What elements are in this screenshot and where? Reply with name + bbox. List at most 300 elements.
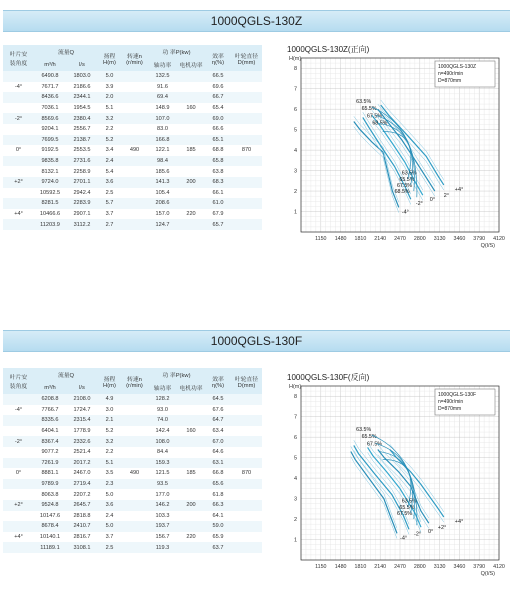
cell-flow-m3h: 6490.8 — [34, 71, 66, 82]
cell-impeller-diameter — [231, 209, 262, 220]
y-axis-label: H(m) — [289, 384, 302, 390]
chart-svg — [283, 44, 509, 266]
cell-flow-ls: 1803.0 — [66, 71, 98, 82]
cell-head: 5.1 — [98, 458, 121, 469]
cell-impeller-diameter — [231, 447, 262, 458]
cell-motor-power — [177, 71, 205, 82]
cell-efficiency: 66.3 — [205, 500, 231, 511]
chart-legend — [435, 61, 495, 87]
cell-efficiency: 64.6 — [205, 447, 231, 458]
cell-speed — [121, 394, 148, 405]
table-row — [3, 415, 262, 426]
efficiency-label: 65.5% — [361, 106, 377, 113]
cell-head: 2.2 — [98, 447, 121, 458]
cell-blade-angle — [3, 426, 34, 437]
legend-text: 1000QGLS-130Z — [438, 64, 477, 70]
cell-flow-ls: 2467.0 — [66, 468, 98, 479]
legend-text: D=870mm — [438, 78, 462, 84]
cell-head: 3.2 — [98, 436, 121, 447]
cell-motor-power: 220 — [177, 532, 205, 543]
cell-blade-angle: +2° — [3, 500, 34, 511]
cell-head: 5.0 — [98, 521, 121, 532]
table-row — [3, 124, 262, 135]
cell-impeller-diameter — [231, 394, 262, 405]
cell-impeller-diameter — [231, 479, 262, 490]
cell-head: 3.6 — [98, 177, 121, 188]
cell-motor-power — [177, 511, 205, 522]
cell-shaft-power: 93.0 — [148, 405, 177, 416]
y-tick-label: 4 — [293, 148, 297, 155]
cell-flow-m3h: 8132.1 — [34, 166, 66, 177]
section-title-banner — [3, 330, 510, 352]
table-row — [3, 113, 262, 124]
angle-label: -2° — [415, 201, 423, 208]
efficiency-label: 68.5% — [394, 189, 410, 196]
cell-flow-ls: 1724.7 — [66, 405, 98, 416]
cell-flow-m3h: 6208.8 — [34, 394, 66, 405]
cell-speed — [121, 156, 148, 167]
header-row — [3, 45, 262, 58]
cell-shaft-power: 193.7 — [148, 521, 177, 532]
cell-flow-m3h: 8569.6 — [34, 113, 66, 124]
performance-table — [3, 45, 262, 230]
cell-impeller-diameter — [231, 219, 262, 230]
cell-shaft-power: 108.0 — [148, 436, 177, 447]
cell-flow-m3h: 9192.5 — [34, 145, 66, 156]
cell-shaft-power: 185.6 — [148, 166, 177, 177]
cell-speed: 490 — [121, 145, 148, 156]
cell-shaft-power: 146.2 — [148, 500, 177, 511]
table-row — [3, 71, 262, 82]
cell-shaft-power: 84.4 — [148, 447, 177, 458]
cell-efficiency: 67.9 — [205, 209, 231, 220]
cell-impeller-diameter — [231, 177, 262, 188]
cell-flow-ls: 2344.1 — [66, 92, 98, 103]
cell-motor-power — [177, 415, 205, 426]
cell-flow-ls: 2108.0 — [66, 394, 98, 405]
y-tick-label: 3 — [293, 496, 297, 503]
table-row — [3, 188, 262, 199]
table-row — [3, 209, 262, 220]
cell-impeller-diameter: 870 — [231, 145, 262, 156]
cell-efficiency: 67.6 — [205, 405, 231, 416]
cell-efficiency: 59.0 — [205, 521, 231, 532]
angle-label: -2° — [414, 531, 422, 538]
cell-efficiency: 63.8 — [205, 166, 231, 177]
cell-motor-power — [177, 156, 205, 167]
header-motor-power: 电机功率 — [177, 58, 205, 71]
cell-shaft-power: 107.0 — [148, 113, 177, 124]
x-tick-label: 3790 — [473, 564, 486, 570]
cell-flow-ls: 2556.7 — [66, 124, 98, 135]
y-tick-label: 1 — [293, 209, 297, 216]
cell-speed — [121, 436, 148, 447]
cell-shaft-power: 132.5 — [148, 71, 177, 82]
y-tick-label: 7 — [293, 86, 297, 93]
cell-blade-angle — [3, 458, 34, 469]
cell-speed — [121, 426, 148, 437]
cell-speed — [121, 489, 148, 500]
table-row — [3, 500, 262, 511]
cell-motor-power: 200 — [177, 500, 205, 511]
cell-flow-ls: 2410.7 — [66, 521, 98, 532]
cell-blade-angle — [3, 447, 34, 458]
cell-motor-power — [177, 166, 205, 177]
cell-flow-m3h: 8281.5 — [34, 198, 66, 209]
table-row — [3, 532, 262, 543]
cell-speed — [121, 177, 148, 188]
cell-blade-angle: +2° — [3, 177, 34, 188]
cell-flow-ls: 2907.1 — [66, 209, 98, 220]
table-row — [3, 489, 262, 500]
cell-motor-power — [177, 458, 205, 469]
cell-efficiency: 69.6 — [205, 82, 231, 93]
efficiency-label: 65.5% — [399, 504, 415, 511]
cell-efficiency: 65.1 — [205, 135, 231, 146]
cell-efficiency: 66.1 — [205, 188, 231, 199]
section-130f — [0, 300, 513, 597]
cell-flow-m3h: 8881.1 — [34, 468, 66, 479]
cell-efficiency: 69.0 — [205, 113, 231, 124]
table-body — [3, 394, 262, 553]
cell-efficiency: 64.5 — [205, 394, 231, 405]
cell-impeller-diameter — [231, 135, 262, 146]
cell-blade-angle: -2° — [3, 113, 34, 124]
cell-flow-ls: 2701.1 — [66, 177, 98, 188]
cell-flow-m3h: 8367.4 — [34, 436, 66, 447]
cell-motor-power: 200 — [177, 177, 205, 188]
cell-speed — [121, 521, 148, 532]
table-row — [3, 219, 262, 230]
cell-efficiency: 67.0 — [205, 436, 231, 447]
cell-motor-power — [177, 405, 205, 416]
cell-flow-m3h: 9835.8 — [34, 156, 66, 167]
cell-motor-power: 220 — [177, 209, 205, 220]
table-row — [3, 521, 262, 532]
cell-motor-power — [177, 436, 205, 447]
cell-head: 3.6 — [98, 500, 121, 511]
cell-motor-power — [177, 489, 205, 500]
cell-efficiency: 63.7 — [205, 542, 231, 553]
cell-shaft-power: 128.2 — [148, 394, 177, 405]
cell-motor-power — [177, 394, 205, 405]
header-head: 扬程 H(m) — [98, 368, 121, 394]
table-row — [3, 103, 262, 114]
section-title: 1000QGLS-130F — [210, 334, 303, 348]
cell-speed — [121, 542, 148, 553]
cell-speed — [121, 113, 148, 124]
cell-flow-m3h: 10466.6 — [34, 209, 66, 220]
cell-flow-ls: 2380.4 — [66, 113, 98, 124]
cell-blade-angle: -4° — [3, 405, 34, 416]
cell-head: 2.4 — [98, 511, 121, 522]
cell-speed — [121, 209, 148, 220]
cell-head: 3.7 — [98, 532, 121, 543]
cell-shaft-power: 141.3 — [148, 177, 177, 188]
table-row — [3, 135, 262, 146]
cell-motor-power: 160 — [177, 426, 205, 437]
efficiency-label: 63.5% — [356, 99, 372, 106]
cell-shaft-power: 208.6 — [148, 198, 177, 209]
y-tick-label: 2 — [293, 189, 297, 196]
chart-svg — [283, 372, 509, 594]
header-flow-m3h: m³/h — [34, 58, 66, 71]
cell-shaft-power: 93.5 — [148, 479, 177, 490]
cell-speed — [121, 135, 148, 146]
cell-head: 5.4 — [98, 166, 121, 177]
table-header — [3, 368, 262, 394]
angle-label: +4° — [454, 186, 464, 193]
cell-impeller-diameter — [231, 156, 262, 167]
cell-motor-power — [177, 521, 205, 532]
table-row — [3, 426, 262, 437]
cell-blade-angle: -2° — [3, 436, 34, 447]
cell-head: 2.7 — [98, 219, 121, 230]
table-row — [3, 177, 262, 188]
cell-motor-power — [177, 113, 205, 124]
cell-flow-ls: 2138.7 — [66, 135, 98, 146]
cell-motor-power — [177, 82, 205, 93]
cell-flow-ls: 2332.6 — [66, 436, 98, 447]
cell-efficiency: 65.9 — [205, 532, 231, 543]
cell-shaft-power: 122.1 — [148, 145, 177, 156]
cell-flow-m3h: 10147.6 — [34, 511, 66, 522]
cell-head: 3.4 — [98, 145, 121, 156]
table-row — [3, 394, 262, 405]
header-motor-power: 电机功率 — [177, 381, 205, 394]
cell-impeller-diameter — [231, 166, 262, 177]
table-row — [3, 458, 262, 469]
header-speed: 转速n (r/min) — [121, 368, 148, 394]
cell-flow-ls: 2258.9 — [66, 166, 98, 177]
cell-efficiency: 65.7 — [205, 219, 231, 230]
efficiency-label: 65.5% — [399, 176, 415, 183]
cell-motor-power — [177, 92, 205, 103]
header-flow: 流量Q — [34, 368, 98, 381]
table-row — [3, 198, 262, 209]
table-row — [3, 479, 262, 490]
cell-flow-ls: 2521.4 — [66, 447, 98, 458]
angle-label: +4° — [454, 519, 464, 526]
cell-impeller-diameter — [231, 71, 262, 82]
cell-efficiency: 64.1 — [205, 511, 231, 522]
cell-flow-ls: 3108.1 — [66, 542, 98, 553]
cell-impeller-diameter — [231, 436, 262, 447]
cell-shaft-power: 166.8 — [148, 135, 177, 146]
cell-head: 2.4 — [98, 156, 121, 167]
performance-table — [3, 368, 262, 553]
cell-blade-angle: -4° — [3, 82, 34, 93]
cell-blade-angle — [3, 166, 34, 177]
x-tick-label: 3130 — [433, 236, 446, 242]
x-tick-label: 3130 — [433, 564, 446, 570]
efficiency-label: 63.5% — [356, 427, 372, 434]
table-row — [3, 82, 262, 93]
y-tick-label: 4 — [293, 476, 297, 483]
x-tick-label: 2800 — [413, 564, 426, 570]
cell-shaft-power: 121.5 — [148, 468, 177, 479]
cell-flow-m3h: 8063.8 — [34, 489, 66, 500]
cell-blade-angle — [3, 103, 34, 114]
cell-impeller-diameter — [231, 415, 262, 426]
cell-impeller-diameter — [231, 511, 262, 522]
header-blade-angle: 叶片安 装角度 — [3, 368, 34, 394]
efficiency-label: 67.5% — [366, 113, 382, 120]
section-title-banner — [3, 10, 510, 32]
cell-flow-m3h: 7036.1 — [34, 103, 66, 114]
cell-speed — [121, 458, 148, 469]
x-tick-label: 2470 — [394, 236, 406, 242]
cell-speed — [121, 532, 148, 543]
cell-efficiency: 68.8 — [205, 145, 231, 156]
efficiency-label: 67.5% — [397, 182, 413, 189]
efficiency-label: 67.5% — [366, 441, 382, 448]
cell-speed — [121, 479, 148, 490]
cell-motor-power: 160 — [177, 103, 205, 114]
header-shaft-power: 轴功率 — [148, 58, 177, 71]
header-power: 功 率P(kw) — [148, 45, 205, 58]
cell-blade-angle — [3, 394, 34, 405]
cell-blade-angle — [3, 479, 34, 490]
cell-flow-m3h: 10140.1 — [34, 532, 66, 543]
legend-text: D=870mm — [438, 406, 462, 412]
angle-label: 0° — [428, 529, 434, 536]
header-impeller-diameter: 叶轮直径 D(mm) — [231, 45, 262, 71]
cell-shaft-power: 156.7 — [148, 532, 177, 543]
header-flow-ls: l/s — [66, 58, 98, 71]
cell-shaft-power: 159.3 — [148, 458, 177, 469]
header-head: 扬程 H(m) — [98, 45, 121, 71]
cell-impeller-diameter: 870 — [231, 468, 262, 479]
cell-speed — [121, 82, 148, 93]
cell-flow-m3h: 8678.4 — [34, 521, 66, 532]
table-body — [3, 71, 262, 230]
cell-flow-m3h: 7671.7 — [34, 82, 66, 93]
cell-impeller-diameter — [231, 92, 262, 103]
cell-blade-angle — [3, 198, 34, 209]
y-tick-label: 8 — [293, 66, 297, 73]
cell-shaft-power: 98.4 — [148, 156, 177, 167]
cell-impeller-diameter — [231, 500, 262, 511]
cell-blade-angle: 0° — [3, 468, 34, 479]
cell-efficiency: 61.0 — [205, 198, 231, 209]
cell-shaft-power: 119.3 — [148, 542, 177, 553]
performance-chart — [283, 372, 509, 594]
cell-impeller-diameter — [231, 532, 262, 543]
cell-flow-ls: 2207.2 — [66, 489, 98, 500]
cell-blade-angle — [3, 124, 34, 135]
legend-text: n=490r/min — [438, 399, 464, 405]
cell-flow-ls: 2186.6 — [66, 82, 98, 93]
cell-flow-m3h: 9724.0 — [34, 177, 66, 188]
cell-head: 2.2 — [98, 124, 121, 135]
cell-head: 2.1 — [98, 415, 121, 426]
x-tick-label: 1810 — [354, 564, 367, 570]
cell-flow-m3h: 9789.9 — [34, 479, 66, 490]
cell-efficiency: 61.8 — [205, 489, 231, 500]
cell-impeller-diameter — [231, 198, 262, 209]
efficiency-label: 63.5% — [401, 498, 417, 505]
cell-flow-m3h: 9204.1 — [34, 124, 66, 135]
cell-efficiency: 63.1 — [205, 458, 231, 469]
x-tick-label: 2470 — [394, 564, 406, 570]
cell-flow-m3h: 11203.9 — [34, 219, 66, 230]
cell-shaft-power: 83.0 — [148, 124, 177, 135]
y-tick-label: 6 — [293, 107, 297, 114]
cell-flow-ls: 1778.9 — [66, 426, 98, 437]
cell-motor-power: 185 — [177, 468, 205, 479]
cell-head: 3.5 — [98, 468, 121, 479]
cell-efficiency: 66.5 — [205, 71, 231, 82]
x-tick-label: 1480 — [334, 564, 347, 570]
chart-title: 1000QGLS-130Z(正向) — [287, 45, 370, 54]
cell-speed — [121, 415, 148, 426]
cell-flow-m3h: 11189.1 — [34, 542, 66, 553]
angle-label: -4° — [401, 209, 409, 216]
header-row — [3, 368, 262, 381]
performance-chart — [283, 44, 509, 266]
efficiency-label: 68.5% — [372, 120, 388, 127]
cell-shaft-power: 124.7 — [148, 219, 177, 230]
cell-speed — [121, 124, 148, 135]
cell-flow-ls: 3112.2 — [66, 219, 98, 230]
cell-efficiency: 65.4 — [205, 103, 231, 114]
cell-motor-power — [177, 542, 205, 553]
table-row — [3, 405, 262, 416]
legend-text: 1000QGLS-130F — [438, 392, 477, 398]
y-axis-label: H(m) — [289, 56, 302, 62]
cell-impeller-diameter — [231, 458, 262, 469]
header-flow: 流量Q — [34, 45, 98, 58]
header-efficiency: 效率 η(%) — [205, 368, 231, 394]
cell-blade-angle — [3, 489, 34, 500]
cell-head: 2.0 — [98, 92, 121, 103]
cell-shaft-power: 157.0 — [148, 209, 177, 220]
cell-speed — [121, 219, 148, 230]
cell-head: 5.7 — [98, 198, 121, 209]
cell-flow-m3h: 7766.7 — [34, 405, 66, 416]
y-tick-label: 3 — [293, 168, 297, 175]
x-tick-label: 1150 — [315, 236, 327, 242]
cell-head: 3.7 — [98, 209, 121, 220]
cell-blade-angle — [3, 156, 34, 167]
cell-motor-power: 185 — [177, 145, 205, 156]
cell-head: 5.0 — [98, 489, 121, 500]
cell-flow-m3h: 8436.6 — [34, 92, 66, 103]
header-shaft-power: 轴功率 — [148, 381, 177, 394]
cell-flow-m3h: 6404.1 — [34, 426, 66, 437]
cell-flow-m3h: 8335.6 — [34, 415, 66, 426]
cell-flow-ls: 2818.8 — [66, 511, 98, 522]
cell-motor-power — [177, 219, 205, 230]
cell-motor-power — [177, 198, 205, 209]
cell-flow-ls: 2645.7 — [66, 500, 98, 511]
cell-shaft-power: 177.0 — [148, 489, 177, 500]
cell-shaft-power: 105.4 — [148, 188, 177, 199]
angle-label: -4° — [400, 535, 408, 542]
cell-flow-ls: 2731.6 — [66, 156, 98, 167]
cell-impeller-diameter — [231, 489, 262, 500]
cell-motor-power — [177, 479, 205, 490]
header-power: 功 率P(kw) — [148, 368, 205, 381]
header-flow-m3h: m³/h — [34, 381, 66, 394]
cell-speed — [121, 500, 148, 511]
table-row — [3, 468, 262, 479]
chart-title: 1000QGLS-130F(反向) — [287, 373, 370, 382]
x-tick-label: 4120 — [493, 564, 505, 570]
cell-efficiency: 66.6 — [205, 124, 231, 135]
cell-head: 5.1 — [98, 103, 121, 114]
